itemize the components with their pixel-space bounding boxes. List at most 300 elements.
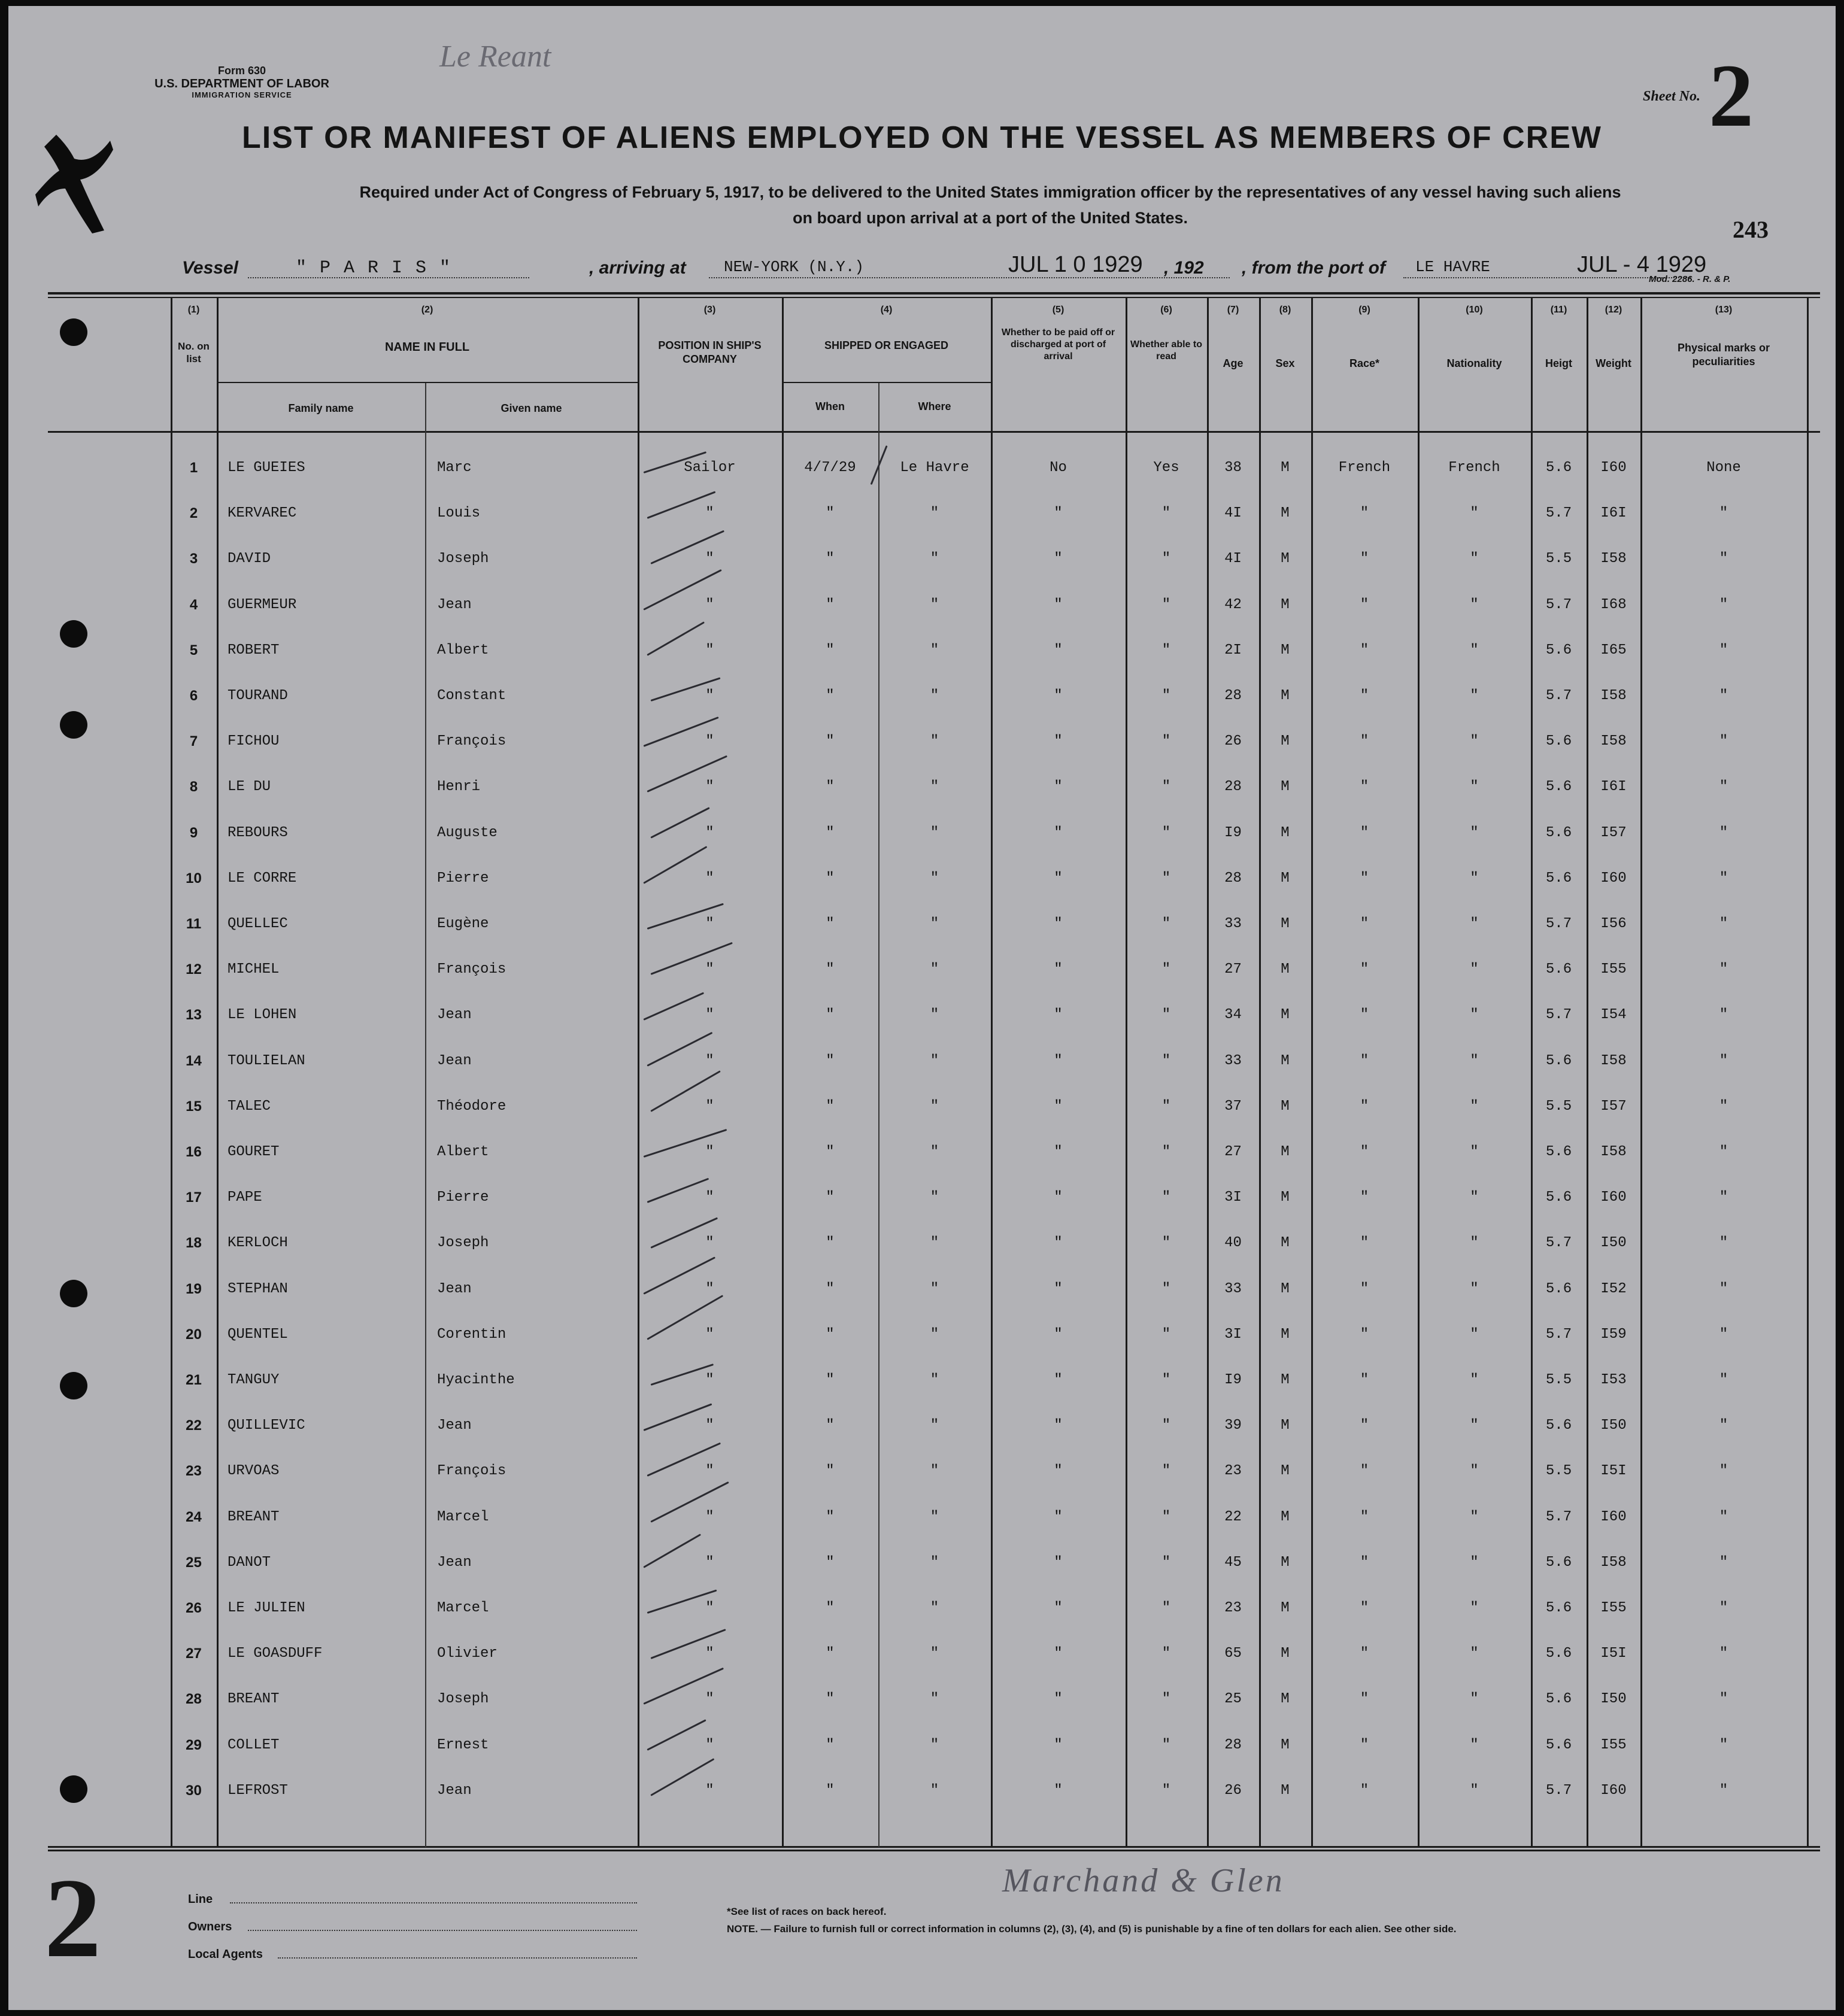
row-number-cell: 30 (186, 1782, 202, 1799)
able-to-read-cell: " (1161, 1645, 1171, 1662)
shipped-when-cell: " (826, 1554, 835, 1571)
row-number-cell: 3 (189, 551, 198, 567)
race-cell: " (1360, 1326, 1369, 1343)
able-to-read-cell: " (1161, 1372, 1171, 1388)
family-name-cell: LE JULIEN (228, 1600, 305, 1616)
age-cell: 45 (1224, 1554, 1242, 1571)
weight-cell: I65 (1600, 642, 1627, 658)
sex-cell: M (1281, 779, 1290, 796)
weight-cell: I60 (1600, 1508, 1627, 1525)
race-cell: " (1360, 1600, 1369, 1616)
height-cell: 5.6 (1545, 1280, 1572, 1297)
nationality-cell: " (1470, 1417, 1479, 1434)
sex-cell: M (1281, 733, 1290, 750)
able-to-read-cell: " (1161, 1189, 1171, 1206)
height-cell: 5.7 (1545, 1007, 1572, 1024)
shipped-where-cell: " (930, 596, 939, 613)
crew-table (48, 292, 1820, 1860)
able-to-read-cell: " (1161, 870, 1171, 886)
race-cell: " (1360, 1736, 1369, 1753)
physical-marks-cell: " (1719, 551, 1728, 567)
height-cell: 5.5 (1545, 1463, 1572, 1480)
col10-header: Nationality (1446, 357, 1502, 369)
subtitle-line-1: Required under Act of Congress of February 5, 1917, to be delivered to the United States immigration officer by the representatives of any vessel having such aliens (359, 183, 1621, 201)
row-number-cell: 1 (189, 460, 198, 476)
footer-labels (188, 1886, 263, 1968)
nationality-cell: " (1470, 1508, 1479, 1525)
family-name-cell: TOULIELAN (228, 1052, 305, 1069)
shipped-when-cell: " (826, 1052, 835, 1069)
race-cell: " (1360, 1144, 1369, 1160)
height-cell: 5.6 (1545, 961, 1572, 978)
family-name-cell: KERLOCH (228, 1235, 288, 1252)
height-cell: 5.7 (1545, 1235, 1572, 1252)
weight-cell: I60 (1600, 1189, 1627, 1206)
sex-cell: M (1281, 1052, 1290, 1069)
shipped-where-cell: " (930, 505, 939, 522)
given-name-cell: Pierre (437, 1189, 489, 1206)
physical-marks-cell: " (1719, 1782, 1728, 1799)
physical-marks-cell: " (1719, 1372, 1728, 1388)
col5-number: (5) (1052, 305, 1064, 315)
sex-cell: M (1281, 961, 1290, 978)
height-cell: 5.5 (1545, 551, 1572, 567)
age-cell: 33 (1224, 1280, 1242, 1297)
shipped-where-cell: " (930, 824, 939, 841)
race-cell: " (1360, 1372, 1369, 1388)
paid-off-cell: " (1054, 642, 1063, 658)
weight-cell: I60 (1600, 460, 1627, 476)
age-cell: 4I (1224, 551, 1242, 567)
position-cell: " (705, 779, 714, 796)
position-cell: Sailor (684, 460, 736, 476)
weight-cell: I53 (1600, 1372, 1627, 1388)
paid-off-cell: " (1054, 1600, 1063, 1616)
physical-marks-cell: " (1719, 916, 1728, 932)
position-cell: " (705, 1189, 714, 1206)
row-number-cell: 17 (186, 1189, 202, 1206)
given-name-cell: Hyacinthe (437, 1372, 515, 1388)
given-name-cell: Jean (437, 1417, 472, 1434)
physical-marks-cell: " (1719, 1189, 1728, 1206)
nationality-cell: " (1470, 779, 1479, 796)
shipped-when-cell: " (826, 733, 835, 750)
race-cell: " (1360, 505, 1369, 522)
height-cell: 5.7 (1545, 1782, 1572, 1799)
position-cell: " (705, 1463, 714, 1480)
weight-cell: I58 (1600, 733, 1627, 750)
form-info-block (140, 65, 344, 100)
family-name-cell: TALEC (228, 1098, 271, 1115)
family-name-cell: LEFROST (228, 1782, 288, 1799)
family-name-cell: KERVAREC (228, 505, 297, 522)
race-cell: " (1360, 688, 1369, 704)
physical-marks-cell: " (1719, 824, 1728, 841)
shipped-where-cell: " (930, 733, 939, 750)
nationality-cell: " (1470, 1280, 1479, 1297)
line-label: Line (188, 1893, 213, 1906)
race-cell: " (1360, 916, 1369, 932)
col4-header: SHIPPED OR ENGAGED (824, 339, 949, 351)
race-cell: " (1360, 596, 1369, 613)
nationality-cell: " (1470, 1189, 1479, 1206)
shipped-when-cell: " (826, 870, 835, 886)
age-cell: 23 (1224, 1463, 1242, 1480)
sex-cell: M (1281, 505, 1290, 522)
age-cell: 23 (1224, 1600, 1242, 1616)
row-number-cell: 12 (186, 961, 202, 978)
shipped-where-cell: " (930, 1782, 939, 1799)
family-name-cell: GUERMEUR (228, 596, 297, 613)
weight-cell: I60 (1600, 1782, 1627, 1799)
race-cell: " (1360, 1417, 1369, 1434)
able-to-read-cell: " (1161, 1600, 1171, 1616)
able-to-read-cell: " (1161, 779, 1171, 796)
race-cell: " (1360, 1007, 1369, 1024)
weight-cell: I68 (1600, 596, 1627, 613)
row-number-cell: 9 (189, 824, 198, 841)
age-cell: 27 (1224, 1144, 1242, 1160)
nationality-cell: " (1470, 916, 1479, 932)
nationality-cell: " (1470, 824, 1479, 841)
given-name-cell: Jean (437, 1007, 472, 1024)
sex-cell: M (1281, 1372, 1290, 1388)
weight-cell: I52 (1600, 1280, 1627, 1297)
paid-off-cell: " (1054, 1144, 1063, 1160)
age-cell: I9 (1224, 1372, 1242, 1388)
row-number-cell: 25 (186, 1554, 202, 1571)
nationality-cell: " (1470, 1600, 1479, 1616)
paid-off-cell: " (1054, 1235, 1063, 1252)
shipped-when-cell: " (826, 1736, 835, 1753)
nationality-cell: " (1470, 1372, 1479, 1388)
weight-cell: I59 (1600, 1326, 1627, 1343)
able-to-read-cell: " (1161, 642, 1171, 658)
given-name-cell: Constant (437, 688, 507, 704)
row-number-cell: 28 (186, 1691, 202, 1708)
shipped-where-cell: " (930, 1600, 939, 1616)
sex-cell: M (1281, 1508, 1290, 1525)
race-cell: " (1360, 961, 1369, 978)
col11-header: Heigt (1545, 357, 1572, 369)
shipped-when-cell: " (826, 642, 835, 658)
family-name-cell: DANOT (228, 1554, 271, 1571)
height-cell: 5.7 (1545, 688, 1572, 704)
departure-date-stamp: JUL - 4 1929 (1577, 252, 1707, 277)
height-cell: 5.6 (1545, 824, 1572, 841)
weight-cell: I55 (1600, 1736, 1627, 1753)
height-cell: 5.6 (1545, 1691, 1572, 1708)
able-to-read-cell: " (1161, 824, 1171, 841)
position-cell: " (705, 642, 714, 658)
given-name-cell: François (437, 961, 507, 978)
sex-cell: M (1281, 1326, 1290, 1343)
shipped-when-cell: " (826, 505, 835, 522)
row-number-cell: 11 (186, 916, 202, 932)
manifest-subtitle (176, 180, 1804, 231)
col13-header: Physical marks or peculiarities (1677, 342, 1770, 368)
able-to-read-cell: " (1161, 505, 1171, 522)
given-name-cell: Ernest (437, 1736, 489, 1753)
shipped-where-cell: " (930, 961, 939, 978)
shipped-when-cell: " (826, 688, 835, 704)
position-cell: " (705, 733, 714, 750)
age-cell: 38 (1224, 460, 1242, 476)
height-cell: 5.7 (1545, 1508, 1572, 1525)
col2b-header: Given name (501, 402, 562, 414)
stamp-number: 243 (1733, 216, 1769, 243)
position-cell: " (705, 1144, 714, 1160)
shipped-where-cell: " (930, 642, 939, 658)
race-cell: " (1360, 1782, 1369, 1799)
row-number-cell: 20 (186, 1326, 202, 1343)
footnote-penalty: NOTE. — Failure to furnish full or correct information in columns (2), (3), (4), and (5) is punishable by a fine of ten dollars for each alien. See other side. (727, 1923, 1457, 1935)
shipped-where-cell: " (930, 1189, 939, 1206)
weight-cell: I58 (1600, 688, 1627, 704)
sex-cell: M (1281, 1645, 1290, 1662)
paid-off-cell: " (1054, 916, 1063, 932)
height-cell: 5.7 (1545, 596, 1572, 613)
nationality-cell: " (1470, 688, 1479, 704)
bottom-sheet-number: 2 (44, 1856, 101, 1981)
physical-marks-cell: " (1719, 1554, 1728, 1571)
able-to-read-cell: " (1161, 1782, 1171, 1799)
family-name-cell: LE GOASDUFF (228, 1645, 323, 1662)
family-name-cell: QUENTEL (228, 1326, 288, 1343)
given-name-cell: Joseph (437, 1691, 489, 1708)
nationality-cell: " (1470, 596, 1479, 613)
shipped-when-cell: " (826, 1600, 835, 1616)
given-name-cell: Henri (437, 779, 481, 796)
col9-header: Race* (1349, 357, 1380, 369)
row-number-cell: 14 (186, 1052, 202, 1069)
position-cell: " (705, 1052, 714, 1069)
shipped-where-cell: " (930, 1235, 939, 1252)
able-to-read-cell: " (1161, 1508, 1171, 1525)
nationality-cell: " (1470, 733, 1479, 750)
shipped-when-cell: " (826, 916, 835, 932)
sex-cell: M (1281, 551, 1290, 567)
paid-off-cell: " (1054, 1280, 1063, 1297)
family-name-cell: COLLET (228, 1736, 280, 1753)
weight-cell: I6I (1600, 779, 1627, 796)
shipped-when-cell: " (826, 961, 835, 978)
nationality-cell: " (1470, 551, 1479, 567)
shipped-where-cell: " (930, 1736, 939, 1753)
shipped-when-cell: " (826, 1782, 835, 1799)
shipped-when-cell: " (826, 1007, 835, 1024)
height-cell: 5.6 (1545, 1189, 1572, 1206)
age-cell: 26 (1224, 733, 1242, 750)
family-name-cell: QUILLEVIC (228, 1417, 305, 1434)
given-name-cell: Jean (437, 596, 472, 613)
shipped-when-cell: " (826, 1144, 835, 1160)
sex-cell: M (1281, 596, 1290, 613)
col7-header: Age (1223, 357, 1244, 369)
paid-off-cell: " (1054, 1098, 1063, 1115)
nationality-cell: " (1470, 1691, 1479, 1708)
family-name-cell: LE GUEIES (228, 460, 305, 476)
able-to-read-cell: Yes (1153, 460, 1179, 476)
shipped-where-cell: " (930, 1326, 939, 1343)
age-cell: 2I (1224, 642, 1242, 658)
shipped-where-cell: " (930, 1508, 939, 1525)
physical-marks-cell: " (1719, 596, 1728, 613)
able-to-read-cell: " (1161, 1007, 1171, 1024)
row-number-cell: 2 (189, 505, 198, 522)
nationality-cell: " (1470, 1782, 1479, 1799)
family-name-cell: ROBERT (228, 642, 280, 658)
position-cell: " (705, 1417, 714, 1434)
col9-number: (9) (1358, 305, 1370, 315)
race-cell: " (1360, 779, 1369, 796)
able-to-read-cell: " (1161, 733, 1171, 750)
sex-cell: M (1281, 1691, 1290, 1708)
paid-off-cell: " (1054, 505, 1063, 522)
paid-off-cell: " (1054, 688, 1063, 704)
row-number-cell: 7 (189, 733, 198, 750)
height-cell: 5.6 (1545, 1600, 1572, 1616)
col4b-header: Where (918, 400, 951, 412)
family-name-cell: FICHOU (228, 733, 280, 750)
physical-marks-cell: " (1719, 733, 1728, 750)
physical-marks-cell: " (1719, 1508, 1728, 1525)
height-cell: 5.7 (1545, 1326, 1572, 1343)
shipped-where-cell: " (930, 1052, 939, 1069)
physical-marks-cell: " (1719, 1235, 1728, 1252)
physical-marks-cell: " (1719, 1144, 1728, 1160)
given-name-cell: Corentin (437, 1326, 507, 1343)
shipped-where-cell: " (930, 1280, 939, 1297)
weight-cell: I54 (1600, 1007, 1627, 1024)
weight-cell: I58 (1600, 1554, 1627, 1571)
row-number-cell: 15 (186, 1098, 202, 1115)
sex-cell: M (1281, 1554, 1290, 1571)
physical-marks-cell: " (1719, 1007, 1728, 1024)
col1-header: No. on list (178, 341, 210, 365)
position-cell: " (705, 916, 714, 932)
shipped-where-cell: " (930, 1144, 939, 1160)
weight-cell: I5I (1600, 1645, 1627, 1662)
nationality-cell: " (1470, 1736, 1479, 1753)
position-cell: " (705, 1691, 714, 1708)
weight-cell: I60 (1600, 870, 1627, 886)
col7-number: (7) (1227, 305, 1239, 315)
physical-marks-cell: " (1719, 1463, 1728, 1480)
position-cell: " (705, 1508, 714, 1525)
shipped-when-cell: 4/7/29 (804, 460, 856, 476)
race-cell: " (1360, 733, 1369, 750)
race-cell: " (1360, 1645, 1369, 1662)
col4a-header: When (815, 400, 845, 412)
shipped-when-cell: " (826, 1098, 835, 1115)
row-number-cell: 6 (189, 688, 198, 704)
sex-cell: M (1281, 1189, 1290, 1206)
shipped-where-cell: " (930, 688, 939, 704)
family-name-cell: STEPHAN (228, 1280, 288, 1297)
position-cell: " (705, 505, 714, 522)
height-cell: 5.6 (1545, 870, 1572, 886)
vessel-label: Vessel (182, 258, 238, 278)
physical-marks-cell: " (1719, 1098, 1728, 1115)
nationality-cell: " (1470, 642, 1479, 658)
shipped-when-cell: " (826, 779, 835, 796)
given-name-cell: Joseph (437, 1235, 489, 1252)
col2a-header: Family name (288, 402, 354, 414)
given-name-cell: Marc (437, 460, 472, 476)
position-cell: " (705, 1645, 714, 1662)
family-name-cell: GOURET (228, 1144, 280, 1160)
sheet-label: Sheet No. (1643, 89, 1700, 104)
manifest-sheet (8, 6, 1836, 2010)
from-port-label: , from the port of (1242, 258, 1385, 278)
weight-cell: I58 (1600, 551, 1627, 567)
shipped-when-cell: " (826, 1417, 835, 1434)
weight-cell: I58 (1600, 1144, 1627, 1160)
position-cell: " (705, 1554, 714, 1571)
sex-cell: M (1281, 1235, 1290, 1252)
sex-cell: M (1281, 1280, 1290, 1297)
row-number-cell: 16 (186, 1144, 202, 1160)
position-cell: " (705, 1326, 714, 1343)
position-cell: " (705, 551, 714, 567)
family-name-cell: DAVID (228, 551, 271, 567)
able-to-read-cell: " (1161, 1052, 1171, 1069)
row-number-cell: 4 (189, 596, 198, 613)
shipped-where-cell: " (930, 1372, 939, 1388)
able-to-read-cell: " (1161, 1691, 1171, 1708)
age-cell: 28 (1224, 688, 1242, 704)
col12-header: Weight (1596, 357, 1631, 369)
age-cell: 65 (1224, 1645, 1242, 1662)
col11-number: (11) (1550, 305, 1567, 315)
sex-cell: M (1281, 916, 1290, 932)
sex-cell: M (1281, 870, 1290, 886)
vessel-name: " P A R I S " (296, 258, 452, 278)
nationality-cell: French (1448, 460, 1500, 476)
race-cell: " (1360, 1052, 1369, 1069)
height-cell: 5.6 (1545, 1645, 1572, 1662)
height-cell: 5.5 (1545, 1372, 1572, 1388)
shipped-where-cell: " (930, 779, 939, 796)
sheet-number: 2 (1709, 46, 1754, 145)
age-cell: 34 (1224, 1007, 1242, 1024)
family-name-cell: URVOAS (228, 1463, 280, 1480)
sex-cell: M (1281, 824, 1290, 841)
paid-off-cell: " (1054, 824, 1063, 841)
sex-cell: M (1281, 1144, 1290, 1160)
shipped-where-cell: " (930, 551, 939, 567)
nationality-cell: " (1470, 1098, 1479, 1115)
position-cell: " (705, 688, 714, 704)
age-cell: 42 (1224, 596, 1242, 613)
family-name-cell: REBOURS (228, 824, 288, 841)
sex-cell: M (1281, 1736, 1290, 1753)
height-cell: 5.6 (1545, 642, 1572, 658)
position-cell: " (705, 1280, 714, 1297)
paid-off-cell: " (1054, 1417, 1063, 1434)
age-cell: 37 (1224, 1098, 1242, 1115)
given-name-cell: Albert (437, 1144, 489, 1160)
arrival-date-stamp: JUL 1 0 1929 (1008, 252, 1143, 277)
physical-marks-cell: " (1719, 870, 1728, 886)
race-cell: " (1360, 1691, 1369, 1708)
physical-marks-cell: " (1719, 1645, 1728, 1662)
weight-cell: I56 (1600, 916, 1627, 932)
able-to-read-cell: " (1161, 1144, 1171, 1160)
position-cell: " (705, 1600, 714, 1616)
col10-number: (10) (1466, 305, 1483, 315)
